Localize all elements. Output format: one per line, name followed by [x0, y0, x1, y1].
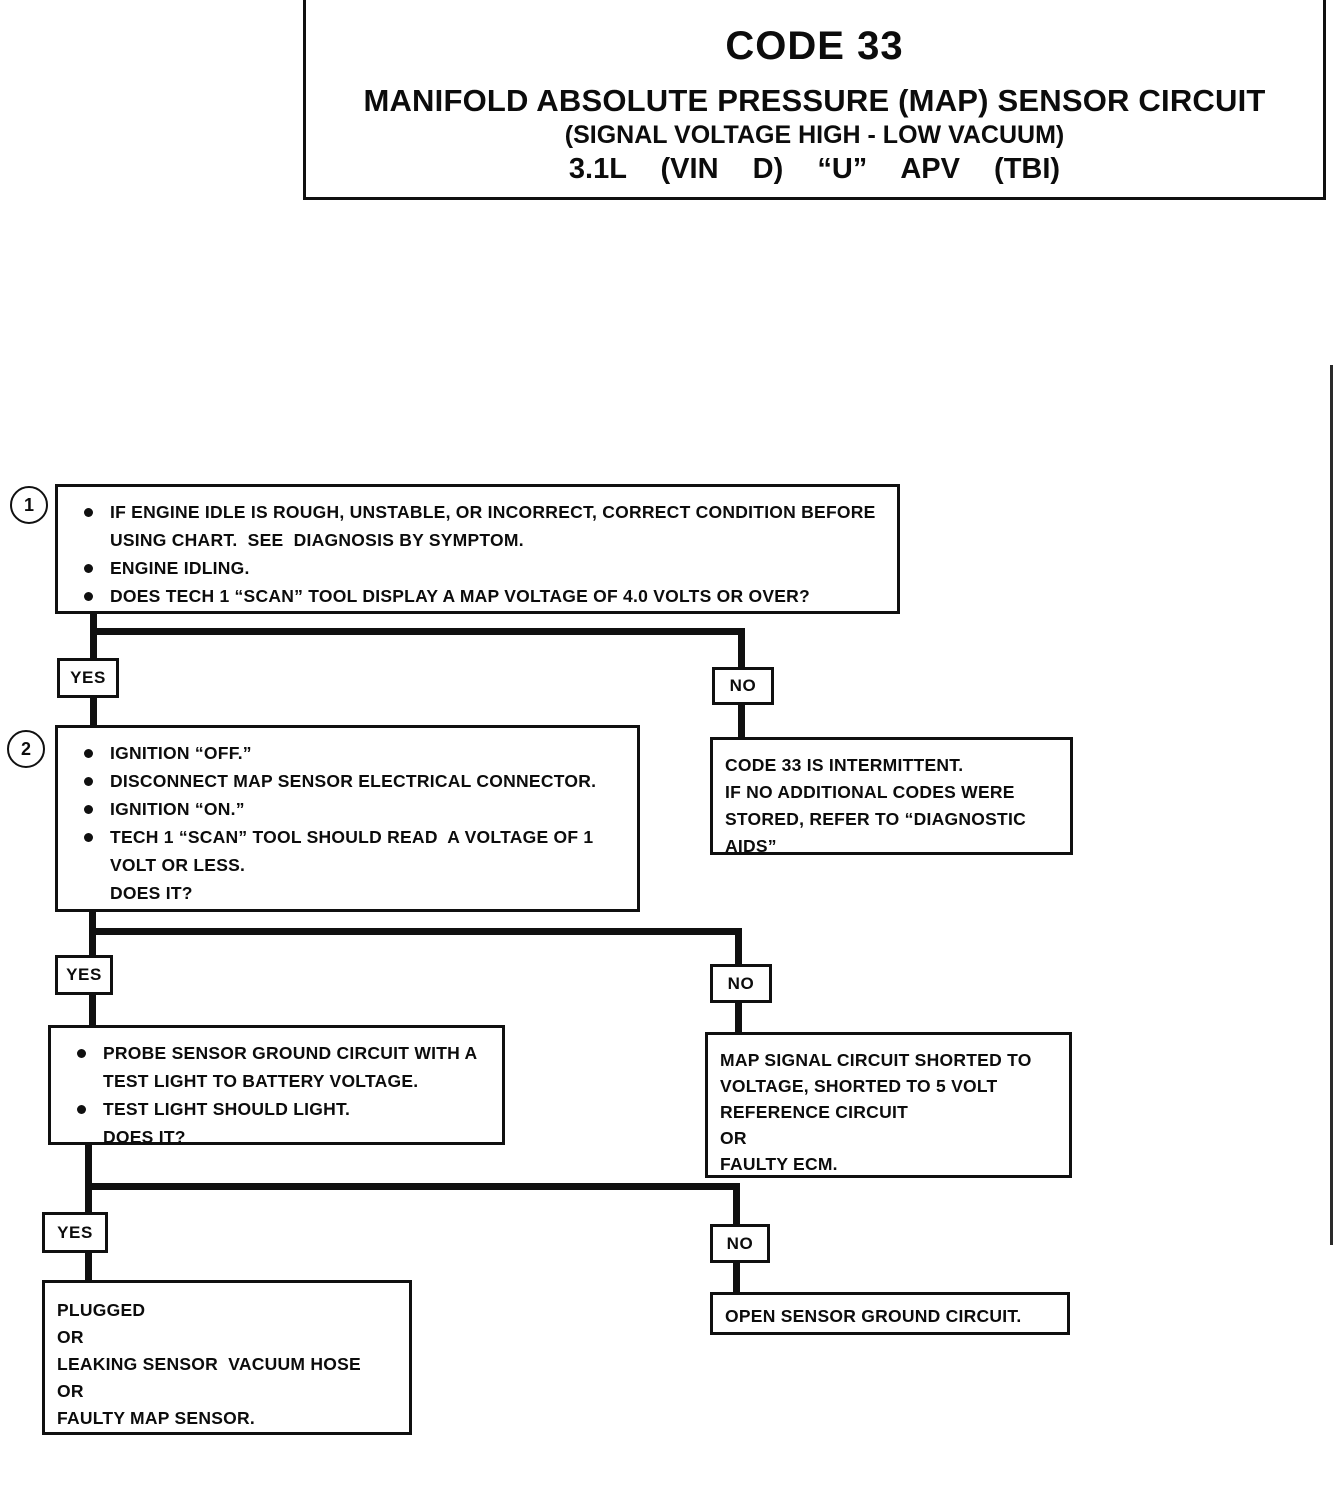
bullet-item	[74, 739, 623, 767]
connector-step2-no-vertical	[735, 933, 742, 967]
bullet-icon	[84, 508, 93, 517]
step-circle-2	[7, 730, 45, 768]
result-line: STORED, REFER TO “DIAGNOSTIC	[725, 809, 1026, 829]
result-line: OR	[57, 1327, 84, 1347]
step-number: 1	[23, 494, 34, 515]
connector-step2-branch-horizontal	[89, 928, 742, 935]
step-circle-1	[10, 486, 48, 524]
connector-no3-result-vertical	[733, 1261, 740, 1294]
yes-text: YES	[70, 668, 106, 687]
result-line: FAULTY MAP SENSOR.	[57, 1408, 255, 1428]
no-text: NO	[727, 973, 755, 993]
result-line: PLUGGED	[57, 1300, 146, 1320]
bullet-item	[74, 582, 883, 610]
result-line: OPEN SENSOR GROUND CIRCUIT.	[725, 1306, 1022, 1326]
connector-step1-no-vertical	[738, 633, 745, 670]
intermittent-result-box	[710, 737, 1073, 855]
connector-step3-branch-horizontal	[85, 1183, 740, 1190]
map-signal-result-box	[705, 1032, 1072, 1178]
bullet-item	[74, 795, 623, 823]
bullet-item	[74, 823, 623, 879]
bullet-icon	[77, 1105, 86, 1114]
result-line: VOLTAGE, SHORTED TO 5 VOLT	[720, 1076, 998, 1096]
bullet-text: TEST LIGHT SHOULD LIGHT.	[103, 1099, 351, 1119]
chart-name: MANIFOLD ABSOLUTE PRESSURE (MAP) SENSOR CIRCUIT	[363, 83, 1266, 118]
result-line: AIDS”	[725, 836, 777, 856]
yes-label-2	[55, 955, 113, 995]
bullet-item	[74, 767, 623, 795]
connector-step3-no-vertical	[733, 1188, 740, 1227]
bullet-item	[74, 554, 883, 582]
bullet-text: IGNITION “OFF.”	[110, 743, 252, 763]
bullet-item	[74, 498, 883, 554]
yes-label-3	[42, 1212, 108, 1253]
no-label-2	[710, 964, 772, 1003]
no-text: NO	[726, 1233, 754, 1253]
bullet-text: DISCONNECT MAP SENSOR ELECTRICAL CONNECTOR.	[110, 771, 597, 791]
result-line: OR	[57, 1381, 84, 1401]
no-label-3	[710, 1224, 770, 1263]
bullet-text: PROBE SENSOR GROUND CIRCUIT WITH A TEST LIGHT TO BATTERY VOLTAGE.	[103, 1043, 482, 1091]
result-line: LEAKING SENSOR VACUUM HOSE	[57, 1354, 361, 1374]
bullet-text: DOES TECH 1 “SCAN” TOOL DISPLAY A MAP VOLTAGE OF 4.0 VOLTS OR OVER?	[110, 586, 811, 606]
no-text: NO	[729, 676, 757, 695]
question-text: DOES IT?	[103, 1127, 186, 1147]
result-line: FAULTY ECM.	[720, 1154, 838, 1174]
bullet-text: IGNITION “ON.”	[110, 799, 245, 819]
bullet-icon	[84, 805, 93, 814]
chart-subtitle: (SIGNAL VOLTAGE HIGH - LOW VACUUM)	[564, 121, 1065, 149]
connector-step1-branch-horizontal	[90, 628, 745, 635]
title-box	[303, 0, 1326, 200]
step-number: 2	[20, 738, 31, 759]
bullet-icon	[84, 564, 93, 573]
no-label-1	[712, 667, 774, 705]
result-line: CODE 33 IS INTERMITTENT.	[725, 755, 964, 775]
result-line: OR	[720, 1128, 747, 1148]
bullet-text: ENGINE IDLING.	[110, 558, 250, 578]
bullet-item	[67, 1095, 488, 1123]
bullet-text: IF ENGINE IDLE IS ROUGH, UNSTABLE, OR INCORRECT, CORRECT CONDITION BEFORE USING CHART. SEE DIAGNOSIS BY SYMPTOM.	[110, 502, 881, 550]
open-ground-result-box	[710, 1292, 1070, 1335]
probe-test-box	[48, 1025, 505, 1145]
chart-engine-line: 3.1L (VIN D) “U” APV (TBI)	[568, 153, 1061, 185]
chart-code-title: CODE 33	[725, 24, 904, 68]
question-text: DOES IT?	[110, 883, 193, 903]
bullet-item	[67, 1039, 488, 1095]
plugged-result-box	[42, 1280, 412, 1435]
connector-no1-result-vertical	[738, 703, 745, 739]
result-line: REFERENCE CIRCUIT	[720, 1102, 909, 1122]
yes-text: YES	[57, 1222, 93, 1242]
bullet-icon	[84, 749, 93, 758]
step1-box	[55, 484, 900, 614]
result-line: MAP SIGNAL CIRCUIT SHORTED TO	[720, 1050, 1032, 1070]
bullet-icon	[84, 777, 93, 786]
step2-box	[55, 725, 640, 912]
scan-artifact-right-edge	[1330, 365, 1333, 1245]
bullet-icon	[84, 592, 93, 601]
bullet-icon	[77, 1049, 86, 1058]
bullet-icon	[84, 833, 93, 842]
yes-label-1	[57, 658, 119, 698]
yes-text: YES	[66, 965, 102, 984]
bullet-text: TECH 1 “SCAN” TOOL SHOULD READ A VOLTAGE OF 1 VOLT OR LESS.	[110, 827, 599, 875]
result-line: IF NO ADDITIONAL CODES WERE	[725, 782, 1015, 802]
connector-no2-result-vertical	[735, 1001, 742, 1034]
